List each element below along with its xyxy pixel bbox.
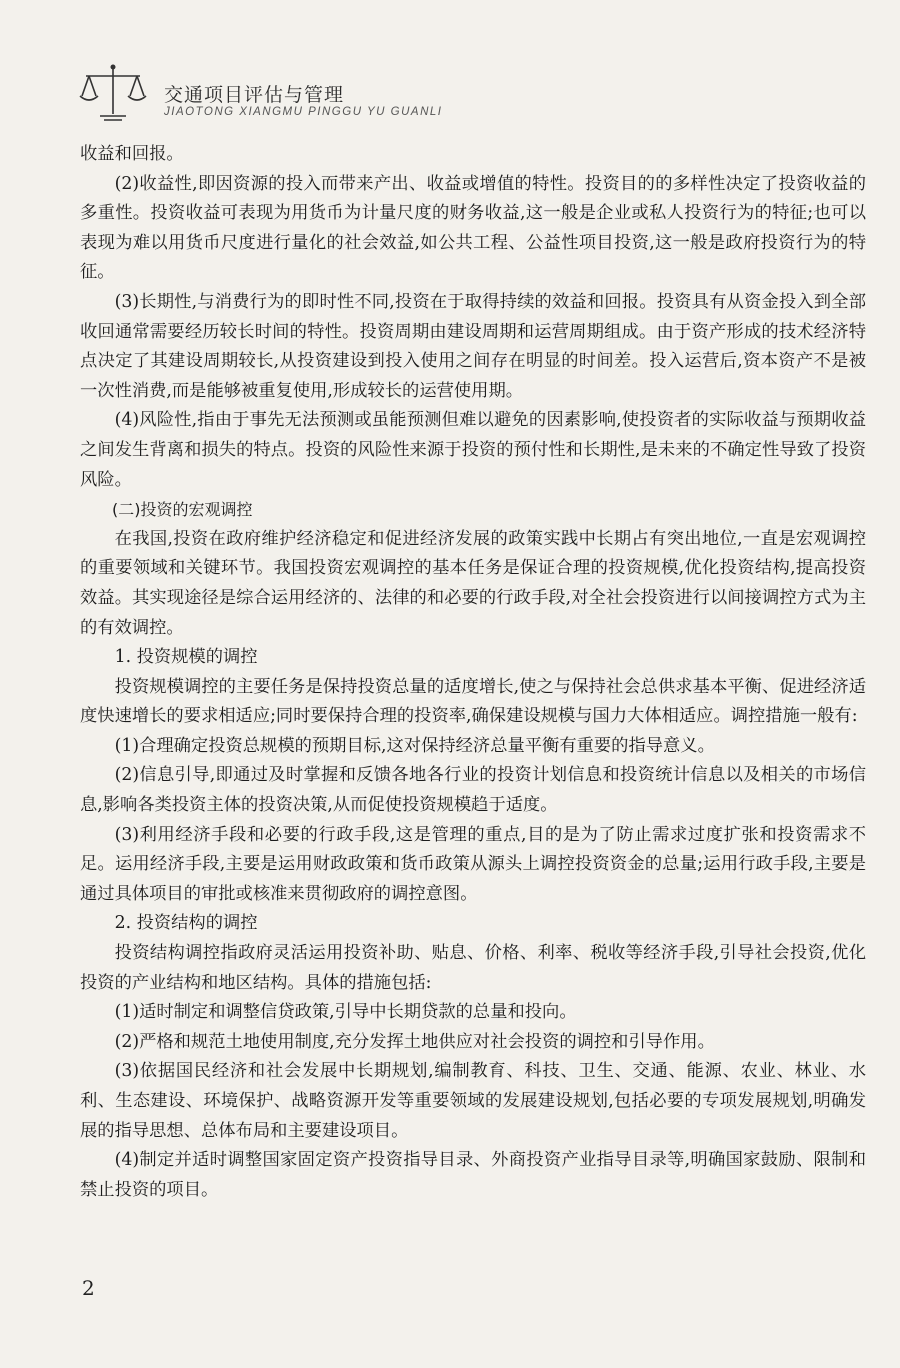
paragraph: (4)风险性,指由于事先无法预测或虽能预测但难以避免的因素影响,使投资者的实际收益与预期收益之间发生背离和损失的特点。投资的风险性来源于投资的预付性和长期性,是未来的不确定性导致了投资风险。	[80, 410, 866, 490]
paragraph: (1)适时制定和调整信贷政策,引导中长期贷款的总量和投向。	[114, 1002, 577, 1023]
book-title-pinyin: JIAOTONG XIANGMU PINGGU YU GUANLI	[164, 106, 443, 118]
page-body	[80, 140, 866, 1205]
scales-of-justice-icon	[78, 62, 148, 124]
page-number: 2	[82, 1276, 95, 1300]
section-heading: (二)投资的宏观调控	[112, 500, 253, 520]
paragraph: 投资规模调控的主要任务是保持投资总量的适度增长,使之与保持社会总供求基本平衡、促进经济适度快速增长的要求相适应;同时要保持合理的投资率,确保建设规模与国力大体相适应。调控措施一般有:	[80, 676, 866, 727]
paragraph: 收益和回报。	[80, 144, 184, 164]
paragraph: (4)制定并适时调整国家固定资产投资指导目录、外商投资产业指导目录等,明确国家鼓励、限制和禁止投资的项目。	[80, 1150, 866, 1200]
running-header	[78, 62, 838, 132]
paragraph: (1)合理确定投资总规模的预期目标,这对保持经济总量平衡有重要的指导意义。	[114, 735, 715, 756]
subsection-heading: 2. 投资结构的调控	[114, 913, 258, 934]
subsection-heading: 1. 投资规模的调控	[114, 647, 258, 668]
paragraph: 投资结构调控指政府灵活运用投资补助、贴息、价格、利率、税收等经济手段,引导社会投资,优化投资的产业结构和地区结构。具体的措施包括:	[80, 943, 866, 993]
paragraph: 在我国,投资在政府维护经济稳定和促进经济发展的政策实践中长期占有突出地位,一直是宏观调控的重要领域和关键环节。我国投资宏观调控的基本任务是保证合理的投资规模,优化投资结构,提高投资效益。其实现途径是综合运用经济的、法律的和必要的行政手段,对全社会投资进行以间接调控方式为主的有效调控。	[80, 528, 866, 638]
paragraph: (2)严格和规范土地使用制度,充分发挥土地供应对社会投资的调控和引导作用。	[114, 1031, 715, 1052]
book-title: 交通项目评估与管理	[164, 84, 345, 106]
paragraph: (3)长期性,与消费行为的即时性不同,投资在于取得持续的效益和回报。投资具有从资金投入到全部收回通常需要经历较长时间的特性。投资周期由建设周期和运营周期组成。由于资产形成的技术经济特点决定了其建设周期较长,从投资建设到投入使用之间存在明显的时间差。投入运营后,资本资产不是被一次性消费,而是能够被重复使用,形成较长的运营使用期。	[80, 291, 866, 401]
paragraph: (2)信息引导,即通过及时掌握和反馈各地各行业的投资计划信息和投资统计信息以及相关的市场信息,影响各类投资主体的投资决策,从而促使投资规模趋于适度。	[80, 765, 866, 816]
paragraph: (2)收益性,即因资源的投入而带来产出、收益或增值的特性。投资目的的多样性决定了投资收益的多重性。投资收益可表现为用货币为计量尺度的财务收益,这一般是企业或私人投资行为的特征;也可以表现为难以用货币尺度进行量化的社会效益,如公共工程、公益性项目投资,这一般是政府投资行为的特征。	[80, 173, 866, 283]
paragraph: (3)依据国民经济和社会发展中长期规划,编制教育、科技、卫生、交通、能源、农业、林业、水利、生态建设、环境保护、战略资源开发等重要领域的发展建设规划,包括必要的专项发展规划,明确发展的指导思想、总体布局和主要建设项目。	[80, 1061, 866, 1141]
paragraph: (3)利用经济手段和必要的行政手段,这是管理的重点,目的是为了防止需求过度扩张和投资需求不足。运用经济手段,主要是运用财政政策和货币政策从源头上调控投资资金的总量;运用行政手段,主要是通过具体项目的审批或核准来贯彻政府的调控意图。	[80, 824, 866, 904]
